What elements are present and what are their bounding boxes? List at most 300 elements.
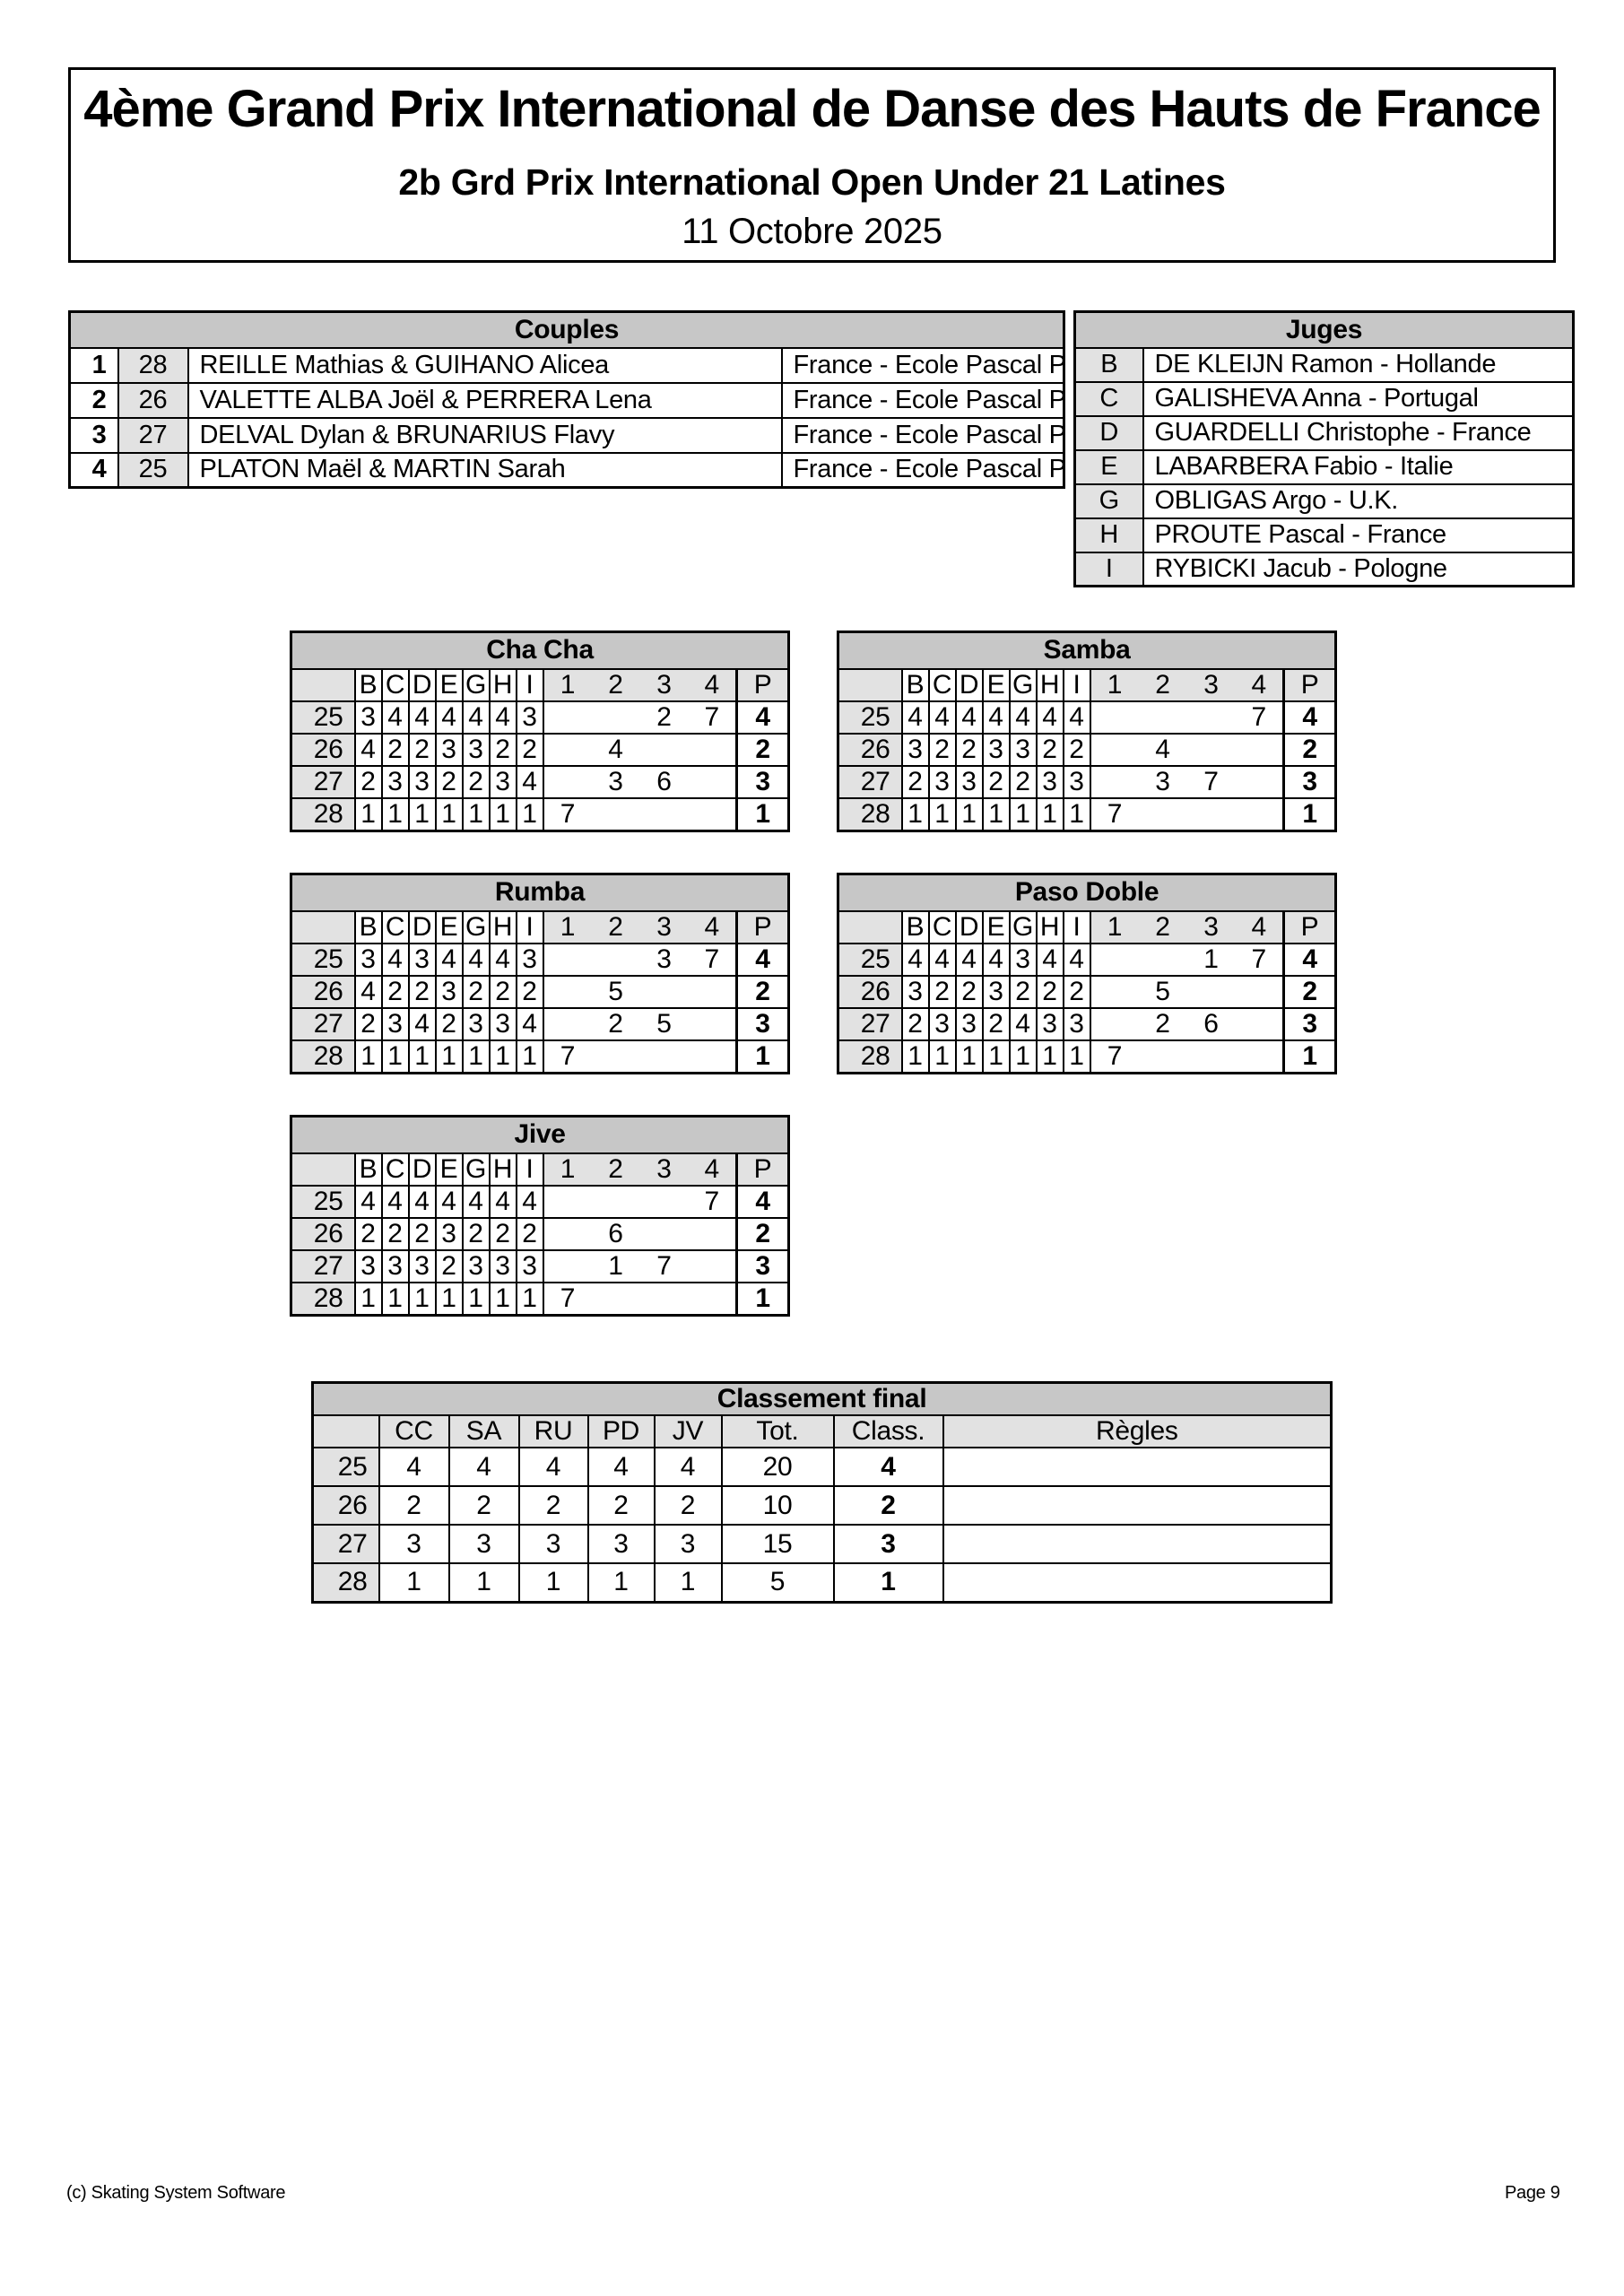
judge-row: [1075, 552, 1574, 587]
sum-column-header: 3: [1187, 911, 1236, 944]
sum-cell: [592, 701, 640, 734]
sum-column-header: 2: [592, 1153, 640, 1186]
mark-cell: 4: [517, 1008, 543, 1040]
dance-result-row: [291, 798, 789, 831]
sum-cell: [689, 734, 737, 766]
sum-cell: 7: [543, 798, 592, 831]
judge-letter-cell: C: [1075, 382, 1143, 416]
couple-number-cell: 28: [313, 1563, 379, 1602]
judge-letter-header: E: [436, 911, 463, 944]
sum-cell: 2: [640, 701, 689, 734]
final-result-row: [313, 1525, 1332, 1563]
mark-cell: 3: [463, 1008, 490, 1040]
mark-cell: 2: [436, 1008, 463, 1040]
dance-place-cell: 3: [737, 1250, 789, 1283]
table-row: [313, 1383, 1332, 1416]
event-header-box: [68, 67, 1556, 263]
mark-cell: 2: [490, 734, 517, 766]
corner-cell: [291, 669, 355, 701]
rules-cell: [943, 1486, 1332, 1525]
mark-cell: 3: [490, 766, 517, 798]
mark-cell: 2: [463, 1218, 490, 1250]
mark-cell: 2: [490, 976, 517, 1008]
sum-cell: [640, 1040, 689, 1074]
mark-cell: 4: [382, 1186, 409, 1218]
corner-cell: [313, 1415, 379, 1448]
sum-cell: [1236, 1040, 1284, 1074]
judge-letter-header: H: [490, 911, 517, 944]
mark-cell: 2: [902, 766, 929, 798]
couple-number-cell: 26: [291, 1218, 355, 1250]
mark-cell: 1: [1037, 1040, 1064, 1074]
mark-cell: 3: [463, 734, 490, 766]
sum-cell: 7: [1187, 766, 1236, 798]
dance-result-row: [291, 1008, 789, 1040]
judge-letter-header: B: [355, 669, 382, 701]
judge-row: [1075, 416, 1574, 450]
judge-letter-header: G: [1010, 669, 1037, 701]
dance-score-cell: 1: [655, 1563, 722, 1602]
dance-place-cell: 4: [737, 944, 789, 976]
mark-cell: 4: [355, 1186, 382, 1218]
mark-cell: 1: [902, 1040, 929, 1074]
mark-cell: 2: [929, 734, 956, 766]
mark-cell: 1: [409, 1040, 436, 1074]
dance-header-row: [291, 1153, 789, 1186]
sum-cell: [592, 1186, 640, 1218]
total-cell: 5: [722, 1563, 834, 1602]
mark-cell: 2: [409, 976, 436, 1008]
sum-cell: [1090, 976, 1139, 1008]
place-column-header: P: [737, 669, 789, 701]
sum-cell: [592, 944, 640, 976]
mark-cell: 2: [463, 976, 490, 1008]
dance-result-row: [291, 976, 789, 1008]
mark-cell: 2: [382, 734, 409, 766]
couple-number-cell: 28: [838, 1040, 902, 1074]
couple-number-cell: 26: [838, 734, 902, 766]
sum-cell: [689, 1283, 737, 1316]
judge-letter-header: G: [463, 669, 490, 701]
judge-letter-cell: H: [1075, 518, 1143, 552]
judges-table: [1073, 310, 1575, 587]
sum-cell: [689, 976, 737, 1008]
dance-place-cell: 2: [1284, 734, 1336, 766]
final-column-header: PD: [588, 1415, 655, 1448]
mark-cell: 4: [409, 701, 436, 734]
couple-number-cell: 25: [118, 453, 188, 488]
dance-header-row: [838, 669, 1336, 701]
dance-score-cell: 1: [449, 1563, 519, 1602]
table-row: [838, 874, 1336, 911]
mark-cell: 3: [463, 1250, 490, 1283]
dance-score-cell: 3: [449, 1525, 519, 1563]
mark-cell: 4: [902, 944, 929, 976]
place-column-header: P: [737, 911, 789, 944]
couple-row: [70, 453, 1064, 488]
total-cell: 15: [722, 1525, 834, 1563]
mark-cell: 3: [382, 766, 409, 798]
dance-score-cell: 1: [519, 1563, 588, 1602]
dance-result-row: [291, 1040, 789, 1074]
mark-cell: 3: [355, 701, 382, 734]
judge-letter-cell: B: [1075, 348, 1143, 382]
final-place-cell: 3: [834, 1525, 943, 1563]
sum-cell: 7: [543, 1040, 592, 1074]
mark-cell: 2: [517, 1218, 543, 1250]
dance-header-row: [291, 669, 789, 701]
final-column-header: JV: [655, 1415, 722, 1448]
sum-cell: [543, 976, 592, 1008]
mark-cell: 2: [490, 1218, 517, 1250]
dance-score-cell: 4: [449, 1448, 519, 1486]
sum-cell: [1236, 734, 1284, 766]
mark-cell: 2: [956, 976, 983, 1008]
footer-copyright: (c) Skating System Software: [66, 2183, 286, 2203]
mark-cell: 4: [1010, 1008, 1037, 1040]
mark-cell: 3: [929, 766, 956, 798]
mark-cell: 3: [1010, 734, 1037, 766]
sum-cell: [1090, 701, 1139, 734]
judge-letter-header: I: [1064, 669, 1090, 701]
sum-cell: 3: [592, 766, 640, 798]
mark-cell: 2: [355, 766, 382, 798]
sum-cell: 7: [689, 944, 737, 976]
total-cell: 20: [722, 1448, 834, 1486]
couple-names-cell: VALETTE ALBA Joël & PERRERA Lena: [188, 383, 782, 418]
judge-letter-header: D: [956, 669, 983, 701]
final-table-title: Classement final: [313, 1383, 1332, 1416]
judge-letter-header: I: [517, 1153, 543, 1186]
mark-cell: 4: [409, 1008, 436, 1040]
dance-score-cell: 4: [519, 1448, 588, 1486]
mark-cell: 1: [1010, 1040, 1037, 1074]
mark-cell: 4: [463, 1186, 490, 1218]
judge-letter-header: D: [956, 911, 983, 944]
mark-cell: 1: [355, 1283, 382, 1316]
judge-row: [1075, 518, 1574, 552]
mark-cell: 3: [409, 1250, 436, 1283]
judge-letter-header: G: [463, 1153, 490, 1186]
mark-cell: 2: [355, 1218, 382, 1250]
dance-place-cell: 4: [1284, 701, 1336, 734]
mark-cell: 1: [436, 1040, 463, 1074]
sum-cell: [543, 1218, 592, 1250]
mark-cell: 2: [1064, 976, 1090, 1008]
sum-cell: [689, 1250, 737, 1283]
judge-letter-cell: G: [1075, 484, 1143, 518]
sum-cell: [543, 1008, 592, 1040]
mark-cell: 1: [463, 1283, 490, 1316]
dance-place-cell: 4: [737, 1186, 789, 1218]
sum-column-header: 1: [1090, 911, 1139, 944]
mark-cell: 1: [490, 1283, 517, 1316]
couple-number-cell: 25: [291, 1186, 355, 1218]
sum-cell: 5: [1139, 976, 1187, 1008]
mark-cell: 4: [463, 944, 490, 976]
mark-cell: 1: [983, 798, 1010, 831]
mark-cell: 4: [956, 701, 983, 734]
mark-cell: 2: [1037, 976, 1064, 1008]
couple-club-cell: France - Ecole Pascal P: [782, 418, 1064, 453]
mark-cell: 4: [436, 1186, 463, 1218]
sum-cell: [689, 798, 737, 831]
rules-cell: [943, 1563, 1332, 1602]
sum-cell: [640, 1186, 689, 1218]
dance-table-samba: [837, 631, 1337, 832]
sum-column-header: 4: [689, 911, 737, 944]
dance-table-rumba: [290, 873, 790, 1074]
final-column-header: Tot.: [722, 1415, 834, 1448]
mark-cell: 1: [956, 1040, 983, 1074]
dance-score-cell: 4: [379, 1448, 449, 1486]
mark-cell: 2: [463, 766, 490, 798]
couple-club-cell: France - Ecole Pascal P: [782, 348, 1064, 383]
dance-place-cell: 3: [1284, 766, 1336, 798]
mark-cell: 4: [1037, 944, 1064, 976]
mark-cell: 4: [436, 944, 463, 976]
couple-number-cell: 27: [291, 1250, 355, 1283]
sum-cell: [640, 798, 689, 831]
mark-cell: 2: [382, 976, 409, 1008]
mark-cell: 3: [902, 734, 929, 766]
dance-score-cell: 3: [655, 1525, 722, 1563]
sum-column-header: 2: [592, 911, 640, 944]
dance-place-cell: 2: [737, 734, 789, 766]
mark-cell: 2: [983, 1008, 1010, 1040]
judge-name-cell: RYBICKI Jacub - Pologne: [1143, 552, 1574, 587]
couple-number-cell: 28: [291, 1283, 355, 1316]
sum-cell: [1139, 701, 1187, 734]
judge-name-cell: LABARBERA Fabio - Italie: [1143, 450, 1574, 484]
mark-cell: 3: [1064, 1008, 1090, 1040]
sum-column-header: 4: [689, 669, 737, 701]
mark-cell: 1: [517, 798, 543, 831]
final-header-row: [313, 1415, 1332, 1448]
dance-result-row: [838, 1040, 1336, 1074]
sum-cell: 7: [689, 701, 737, 734]
final-column-header: SA: [449, 1415, 519, 1448]
sum-cell: [592, 1283, 640, 1316]
table-row: [1075, 312, 1574, 348]
dance-result-row: [291, 944, 789, 976]
dance-table-jive: [290, 1115, 790, 1317]
dance-result-row: [838, 1008, 1336, 1040]
couple-number-cell: 27: [291, 766, 355, 798]
mark-cell: 1: [463, 798, 490, 831]
judge-letter-cell: I: [1075, 552, 1143, 587]
judge-letter-header: H: [1037, 669, 1064, 701]
mark-cell: 4: [929, 701, 956, 734]
dance-result-row: [291, 734, 789, 766]
couple-club-cell: France - Ecole Pascal P: [782, 383, 1064, 418]
judge-letter-header: H: [490, 1153, 517, 1186]
mark-cell: 1: [463, 1040, 490, 1074]
judge-name-cell: DE KLEIJN Ramon - Hollande: [1143, 348, 1574, 382]
mark-cell: 3: [382, 1008, 409, 1040]
judge-letter-header: C: [929, 911, 956, 944]
event-subtitle: 2b Grd Prix International Open Under 21 Latines: [398, 161, 1226, 203]
sum-cell: 7: [543, 1283, 592, 1316]
judge-row: [1075, 382, 1574, 416]
sum-cell: [689, 1040, 737, 1074]
mark-cell: 1: [1010, 798, 1037, 831]
place-column-header: P: [737, 1153, 789, 1186]
mark-cell: 4: [983, 701, 1010, 734]
couple-row: [70, 348, 1064, 383]
table-row: [838, 632, 1336, 669]
judge-letter-header: E: [436, 669, 463, 701]
dance-result-row: [838, 701, 1336, 734]
table-row: [70, 312, 1064, 348]
mark-cell: 3: [382, 1250, 409, 1283]
mark-cell: 2: [436, 766, 463, 798]
final-place-cell: 1: [834, 1563, 943, 1602]
mark-cell: 4: [409, 1186, 436, 1218]
sum-column-header: 2: [592, 669, 640, 701]
couple-number-cell: 26: [291, 734, 355, 766]
sum-cell: [1139, 1040, 1187, 1074]
mark-cell: 4: [382, 944, 409, 976]
dance-score-cell: 2: [449, 1486, 519, 1525]
judge-letter-header: H: [1037, 911, 1064, 944]
dance-table-title: Samba: [838, 632, 1336, 669]
dance-place-cell: 4: [1284, 944, 1336, 976]
sum-column-header: 3: [640, 911, 689, 944]
mark-cell: 1: [490, 1040, 517, 1074]
sum-cell: 5: [592, 976, 640, 1008]
dance-result-row: [838, 976, 1336, 1008]
couple-place-cell: 2: [70, 383, 118, 418]
judge-letter-header: B: [902, 911, 929, 944]
couple-place-cell: 4: [70, 453, 118, 488]
table-row: [291, 874, 789, 911]
sum-cell: [1090, 1008, 1139, 1040]
mark-cell: 3: [436, 1218, 463, 1250]
dance-table-paso-doble: [837, 873, 1337, 1074]
mark-cell: 1: [1064, 798, 1090, 831]
dance-score-cell: 3: [588, 1525, 655, 1563]
sum-cell: [640, 1218, 689, 1250]
mark-cell: 3: [902, 976, 929, 1008]
sum-cell: [1187, 798, 1236, 831]
mark-cell: 1: [929, 1040, 956, 1074]
mark-cell: 4: [983, 944, 1010, 976]
couple-number-cell: 28: [118, 348, 188, 383]
dance-place-cell: 3: [737, 766, 789, 798]
judge-letter-header: D: [409, 669, 436, 701]
mark-cell: 3: [1064, 766, 1090, 798]
mark-cell: 2: [902, 1008, 929, 1040]
final-result-row: [313, 1563, 1332, 1602]
final-result-row: [313, 1486, 1332, 1525]
sum-cell: [1090, 766, 1139, 798]
footer-page-number: Page 9: [1505, 2183, 1560, 2203]
mark-cell: 2: [382, 1218, 409, 1250]
total-cell: 10: [722, 1486, 834, 1525]
mark-cell: 1: [983, 1040, 1010, 1074]
event-title: 4ème Grand Prix International de Danse des Hauts de France: [83, 80, 1541, 138]
sum-column-header: 1: [543, 1153, 592, 1186]
sum-column-header: 1: [543, 911, 592, 944]
sum-cell: [1187, 734, 1236, 766]
mark-cell: 4: [1064, 701, 1090, 734]
mark-cell: 3: [1010, 944, 1037, 976]
table-row: [291, 632, 789, 669]
sum-cell: 7: [640, 1250, 689, 1283]
mark-cell: 4: [956, 944, 983, 976]
dance-table-title: Cha Cha: [291, 632, 789, 669]
sum-cell: 3: [1139, 766, 1187, 798]
couple-number-cell: 26: [291, 976, 355, 1008]
dance-score-cell: 1: [379, 1563, 449, 1602]
mark-cell: 1: [517, 1040, 543, 1074]
dance-place-cell: 2: [737, 976, 789, 1008]
sum-cell: [1139, 944, 1187, 976]
sum-cell: [1236, 1008, 1284, 1040]
sum-cell: [640, 734, 689, 766]
dance-place-cell: 1: [737, 798, 789, 831]
final-column-header: Règles: [943, 1415, 1332, 1448]
mark-cell: 1: [517, 1283, 543, 1316]
dance-place-cell: 2: [737, 1218, 789, 1250]
final-place-cell: 4: [834, 1448, 943, 1486]
mark-cell: 3: [956, 1008, 983, 1040]
couple-number-cell: 27: [291, 1008, 355, 1040]
mark-cell: 3: [490, 1008, 517, 1040]
sum-cell: 6: [592, 1218, 640, 1250]
sum-column-header: 2: [1139, 669, 1187, 701]
dance-place-cell: 2: [1284, 976, 1336, 1008]
mark-cell: 4: [490, 944, 517, 976]
dance-result-row: [291, 1186, 789, 1218]
sum-column-header: 4: [689, 1153, 737, 1186]
mark-cell: 3: [956, 766, 983, 798]
sum-cell: [543, 1250, 592, 1283]
dance-score-cell: 4: [655, 1448, 722, 1486]
dance-result-row: [291, 701, 789, 734]
sum-cell: [1236, 798, 1284, 831]
mark-cell: 2: [1010, 976, 1037, 1008]
couple-number-cell: 25: [313, 1448, 379, 1486]
final-classification-table: [311, 1381, 1333, 1604]
rules-cell: [943, 1525, 1332, 1563]
mark-cell: 4: [929, 944, 956, 976]
dance-score-cell: 2: [588, 1486, 655, 1525]
couple-number-cell: 28: [291, 1040, 355, 1074]
judge-letter-header: D: [409, 911, 436, 944]
mark-cell: 2: [517, 734, 543, 766]
dance-score-cell: 3: [519, 1525, 588, 1563]
sum-cell: [1090, 944, 1139, 976]
place-column-header: P: [1284, 669, 1336, 701]
couple-number-cell: 25: [291, 944, 355, 976]
sum-cell: [689, 766, 737, 798]
dance-result-row: [838, 766, 1336, 798]
couple-number-cell: 26: [313, 1486, 379, 1525]
mark-cell: 2: [436, 1250, 463, 1283]
sum-column-header: 4: [1236, 669, 1284, 701]
sum-cell: [1090, 734, 1139, 766]
sum-cell: 1: [592, 1250, 640, 1283]
sum-column-header: 3: [640, 1153, 689, 1186]
final-place-cell: 2: [834, 1486, 943, 1525]
mark-cell: 1: [490, 798, 517, 831]
judge-name-cell: OBLIGAS Argo - U.K.: [1143, 484, 1574, 518]
couple-row: [70, 418, 1064, 453]
judge-letter-header: H: [490, 669, 517, 701]
sum-cell: [543, 1186, 592, 1218]
